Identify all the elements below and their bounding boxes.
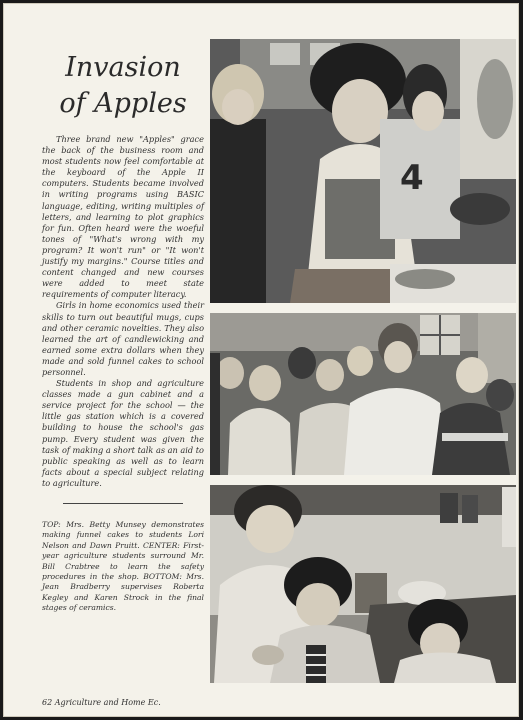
article-body [42,134,204,489]
photo-caption: TOP: Mrs. Betty Munsey demonstrates making funnel cakes to students Lori Nelson and Dawn Pruitt. CENTER: First-year agriculture students surround Mr. Bill Crabtree to learn the safety procedures in the shop. BOTTOM: Mrs. Jean Bradberry supervises Roberta Kegley and Karen Strock in the final stages of ceramics. [42,520,204,613]
caption-divider [63,503,183,504]
photo-shop-safety [210,313,516,475]
paragraph-home-ec: Girls in home economics used their skills to turn out beautiful mugs, cups and other ceramic novelties. They also learned the art of candlewicking and earned some extra dollars when they made and sold funnel cakes to school personnel. [42,300,204,377]
page-folio: 62 Agriculture and Home Ec. [42,698,161,707]
svg-text:4: 4 [400,158,424,198]
article-column [42,44,204,614]
yearbook-page [3,3,519,717]
headline-line-1: Invasion [65,52,181,83]
headline-line-2: of Apples [59,88,187,119]
paragraph-agriculture: Students in shop and agriculture classes made a gun cabinet and a service project for the school — the little gas station which is a covered building to house the school's gas pump. Every student was given the task of making a short talk as an aid to public speaking as well as to learn facts about a special subject relating to agriculture. [42,378,204,488]
photo-ceramics [210,485,516,683]
paragraph-computers: Three brand new "Apples" grace the back of the business room and most students now feel comfortable at the keyboard of the Apple II computers. Students became involved in writing programs using BASIC language, editing, writing multiples of letters, and learning to plot graphics for fun. Often heard were the woeful tones of "What's wrong with my program? It won't run" or "It won't justify my margins." Course titles and content changed and new courses were added to meet state requirements of computer literacy. [42,134,204,300]
article-headline [42,50,204,122]
photo-funnel-cakes [210,39,516,303]
